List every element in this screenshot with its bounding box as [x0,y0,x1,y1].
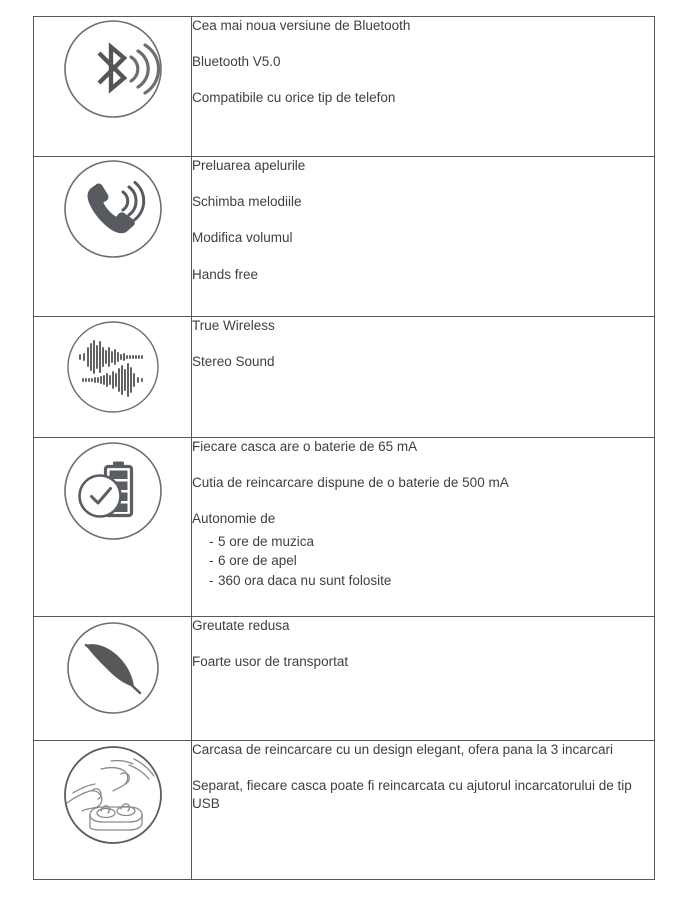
feature-line: Greutate redusa [192,618,290,633]
icon-cell-feather [34,617,192,741]
feature-line: Hands free [192,266,259,282]
table-row [34,438,655,617]
feature-line: Bluetooth V5.0 [192,54,281,70]
feature-line: True Wireless [192,318,275,333]
feature-line: Stereo Sound [192,354,275,370]
icon-cell-phone-call [34,157,192,317]
table-row [34,617,655,741]
list-marker: - [209,553,214,569]
text-cell-feather [192,617,655,741]
table-row [34,741,655,880]
list-item-label: 5 ore de muzica [218,533,315,549]
text-cell-battery [192,438,655,617]
audio-waveform-icon [63,317,163,417]
feature-line: Separat, fiecare casca poate fi reincarcata cu ajutorul incarcatorului de tip USB [192,778,636,812]
text-cell-bluetooth [192,17,655,157]
feature-line: Cea mai noua versiune de Bluetooth [192,18,411,33]
table-row [34,317,655,438]
table-row [34,17,655,157]
charging-case-icon [59,741,167,849]
list-item-label: 360 ora daca nu sunt folosite [218,572,392,588]
feature-line: Fiecare casca are o baterie de 65 mA [192,439,418,454]
feature-line: Carcasa de reincarcare cu un design elegant, ofera pana la 3 incarcari [192,742,613,757]
list-marker: - [209,572,214,588]
phone-call-icon [61,157,165,261]
table-row [34,157,655,317]
list-item [192,571,654,591]
autonomy-list [192,532,654,591]
feature-line: Autonomie de [192,511,276,527]
bluetooth-icon [61,17,165,121]
feature-line: Cutia de reincarcare dispune de o baterie de 500 mA [192,475,509,491]
feature-line: Foarte usor de transportat [192,654,349,670]
icon-cell-audio-waveform [34,317,192,438]
list-item [192,551,654,571]
feather-icon [62,617,164,719]
icon-cell-charging-case [34,741,192,880]
text-cell-charging-case [192,741,655,880]
feature-line: Modifica volumul [192,230,293,246]
list-item-label: 6 ore de apel [218,553,297,569]
specifications-table [33,16,655,880]
battery-clock-icon [60,438,166,544]
list-item [192,532,654,552]
list-marker: - [209,533,214,549]
feature-line: Schimba melodiile [192,194,302,210]
feature-line: Preluarea apelurile [192,158,306,173]
text-cell-audio [192,317,655,438]
feature-line: Compatibile cu orice tip de telefon [192,90,396,106]
text-cell-phone-call [192,157,655,317]
icon-cell-bluetooth [34,17,192,157]
icon-cell-battery [34,438,192,617]
